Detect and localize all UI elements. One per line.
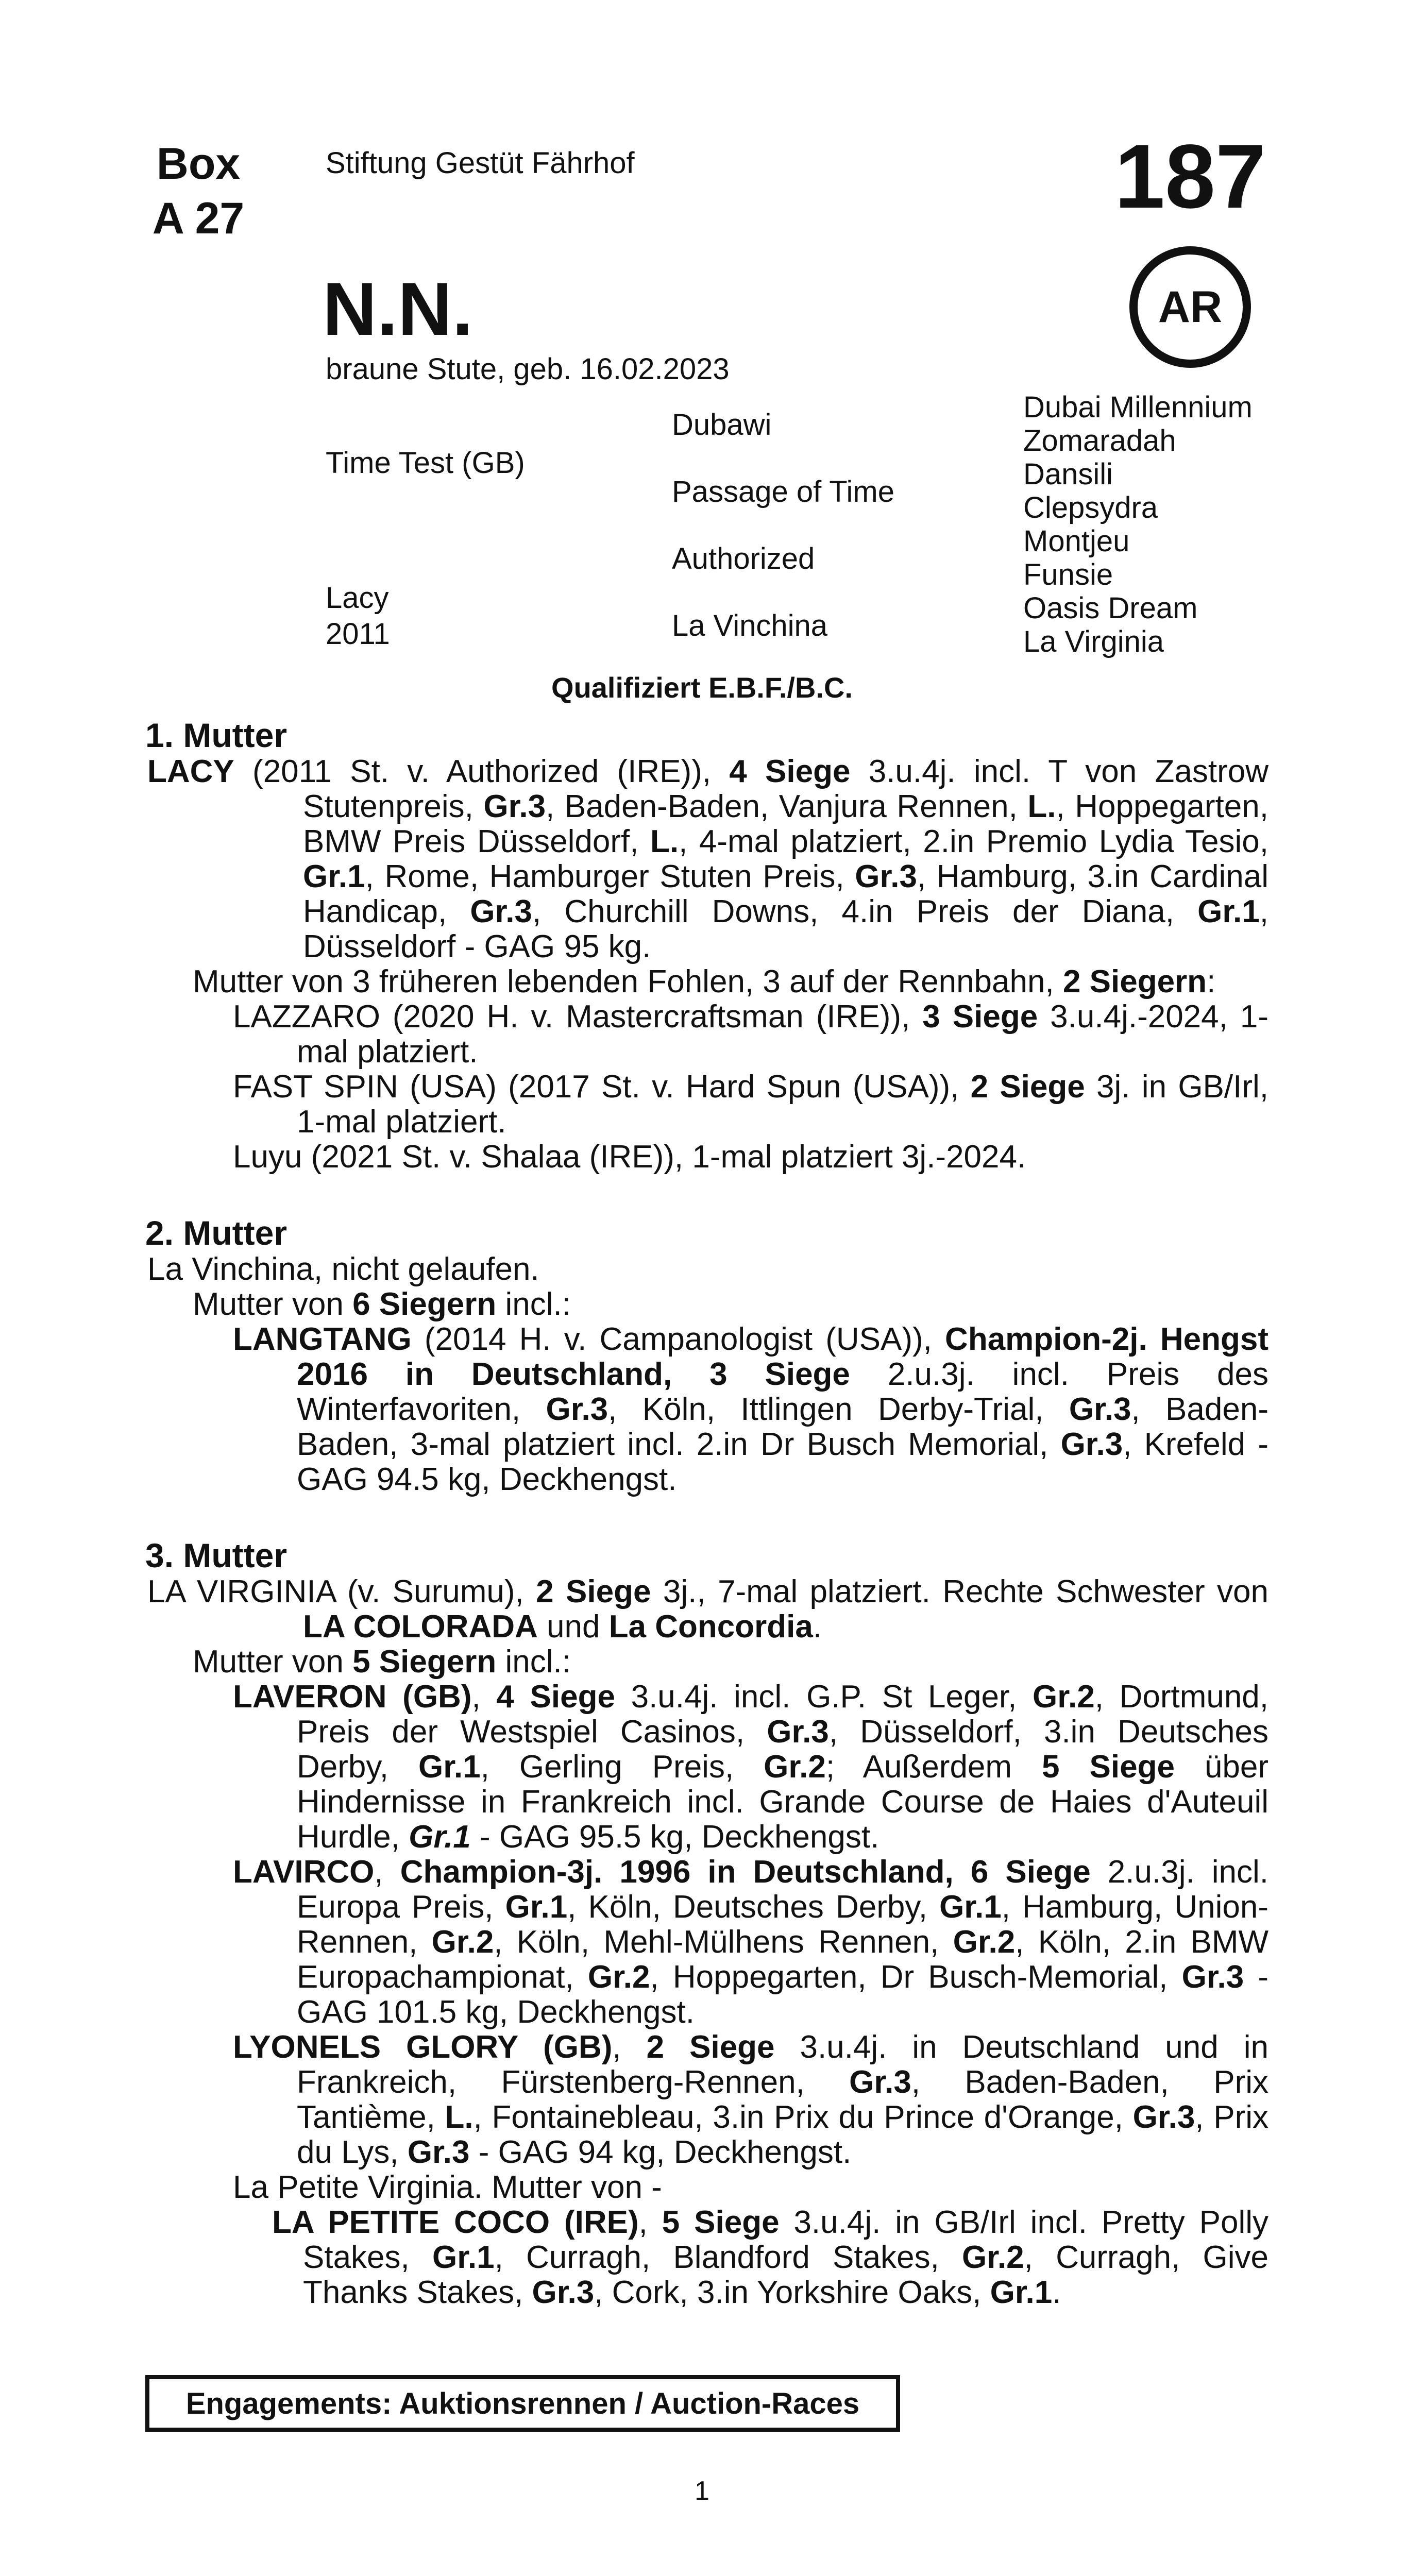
box-label-line1: Box xyxy=(156,139,241,189)
pedigree-gen3-1: Dubai Millennium xyxy=(1023,391,1253,424)
produce-fast-spin: FAST SPIN (USA) (2017 St. v. Hard Spun (USA)), 2 Siege 3j. in GB/Irl, 1-mal platziert. xyxy=(233,1069,1268,1140)
engagements-box: Engagements: Auktionsrennen / Auction-Races xyxy=(145,2375,900,2432)
box-label xyxy=(144,137,252,246)
pedigree-gen3-7: Oasis Dream xyxy=(1023,591,1198,625)
produce-la-petite-coco: LA PETITE COCO (IRE), 5 Siege 3.u.4j. in GB/Irl incl. Pretty Polly Stakes, Gr.1, Curragh, Blandford Stakes, Gr.2, Curragh, Give Thanks Stakes, Gr.3, Cork, 3.in Yorkshire Oaks, Gr.1. xyxy=(272,2205,1269,2310)
produce-laveron: LAVERON (GB), 4 Siege 3.u.4j. incl. G.P. St Leger, Gr.2, Dortmund, Preis der Westspiel Casinos, Gr.3, Düsseldorf, 3.in Deutsches Derby, Gr.1, Gerling Preis, Gr.2; Außerdem 5 Siege über Hindernisse in Frankreich incl. Grande Course de Haies d'Auteuil Hurdle, Gr.1 - GAG 95.5 kg, Deckhengst. xyxy=(233,1679,1269,1855)
produce-lyonels-glory: LYONELS GLORY (GB), 2 Siege 3.u.4j. in Deutschland und in Frankreich, Fürstenberg-Rennen, Gr.3, Baden-Baden, Prix Tantième, L., Fontainebleau, 3.in Prix du Prince d'Orange, Gr.3, Prix du Lys, Gr.3 - GAG 94 kg, Deckhengst. xyxy=(233,2029,1268,2170)
pedigree-dam-sire: Authorized xyxy=(672,542,815,575)
produce-lazzaro: LAZZARO (2020 H. v. Mastercraftsman (IRE)), 3 Siege 3.u.4j.-2024, 1-mal platziert. xyxy=(233,999,1268,1070)
pedigree-sire-sire: Dubawi xyxy=(672,408,772,442)
ar-badge-icon: AR xyxy=(1129,246,1251,368)
produce-lavirco: LAVIRCO, Champion-3j. 1996 in Deutschland, 6 Siege 2.u.3j. incl. Europa Preis, Gr.1, Köln, Deutsches Derby, Gr.1, Hamburg, Union-Rennen, Gr.2, Köln, Mehl-Mülhens Rennen, Gr.2, Köln, 2.in BMW Europachampionat, Gr.2, Hoppegarten, Dr Busch-Memorial, Gr.3 - GAG 101.5 kg, Deckhengst. xyxy=(233,1854,1269,2030)
pedigree-gen3-6: Funsie xyxy=(1023,558,1113,591)
second-dam-record: La Vinchina, nicht gelaufen. xyxy=(147,1251,539,1287)
pedigree-gen3-5: Montjeu xyxy=(1023,524,1130,558)
box-label-line2: A 27 xyxy=(152,194,245,243)
first-dam-produce-summary: Mutter von 3 früheren lebenden Fohlen, 3 auf der Rennbahn, 2 Siegern: xyxy=(193,964,1216,999)
lot-number: 187 xyxy=(1114,126,1266,227)
pedigree-gen3-8: La Virginia xyxy=(1023,625,1164,658)
pedigree-dam-year: 2011 xyxy=(326,617,390,651)
produce-luyu: Luyu (2021 St. v. Shalaa (IRE)), 1-mal platziert 3j.-2024. xyxy=(233,1139,1026,1175)
second-dam-heading: 2. Mutter xyxy=(145,1214,287,1252)
pedigree-dam-dam: La Vinchina xyxy=(672,609,828,642)
horse-name: N.N. xyxy=(323,267,473,351)
catalogue-text xyxy=(145,716,1268,2310)
pedigree-sire: Time Test (GB) xyxy=(326,446,525,480)
pedigree-gen3-4: Clepsydra xyxy=(1023,491,1158,524)
produce-la-petite-virginia: La Petite Virginia. Mutter von - xyxy=(233,2170,662,2205)
qualification-note: Qualifiziert E.B.F./B.C. xyxy=(551,671,853,704)
pedigree-gen3-2: Zomaradah xyxy=(1023,424,1176,457)
produce-langtang: LANGTANG (2014 H. v. Campanologist (USA)), Champion-2j. Hengst 2016 in Deutschland, 3 Siege 2.u.3j. incl. Preis des Winterfavoriten, Gr.3, Köln, Ittlingen Derby-Trial, Gr.3, Baden-Baden, 3-mal platziert incl. 2.in Dr Busch Memorial, Gr.3, Krefeld - GAG 94.5 kg, Deckhengst. xyxy=(233,1321,1269,1497)
pedigree-gen3-3: Dansili xyxy=(1023,457,1113,491)
third-dam-heading: 3. Mutter xyxy=(145,1536,287,1574)
first-dam-record: LACY (2011 St. v. Authorized (IRE)), 4 Siege 3.u.4j. incl. T von Zastrow Stutenpreis, Gr.3, Baden-Baden, Vanjura Rennen, L., Hoppegarten, BMW Preis Düsseldorf, L., 4-mal platziert, 2.in Premio Lydia Tesio, Gr.1, Rome, Hamburger Stuten Preis, Gr.3, Hamburg, 3.in Cardinal Handicap, Gr.3, Churchill Downs, 4.in Preis der Diana, Gr.1, Düsseldorf - GAG 95 kg. xyxy=(147,754,1269,964)
third-dam-record: LA VIRGINIA (v. Surumu), 2 Siege 3j., 7-mal platziert. Rechte Schwester von LA COLORADA und La Concordia. xyxy=(147,1574,1269,1645)
second-dam-produce-summary: Mutter von 6 Siegern incl.: xyxy=(193,1286,571,1322)
pedigree-dam: Lacy xyxy=(326,581,389,615)
pedigree-sire-dam: Passage of Time xyxy=(672,475,894,509)
breeder-name: Stiftung Gestüt Fährhof xyxy=(326,146,635,180)
page-number: 1 xyxy=(695,2476,709,2506)
horse-description: braune Stute, geb. 16.02.2023 xyxy=(326,352,730,386)
third-dam-produce-summary: Mutter von 5 Siegern incl.: xyxy=(193,1644,571,1680)
first-dam-heading: 1. Mutter xyxy=(145,716,287,754)
